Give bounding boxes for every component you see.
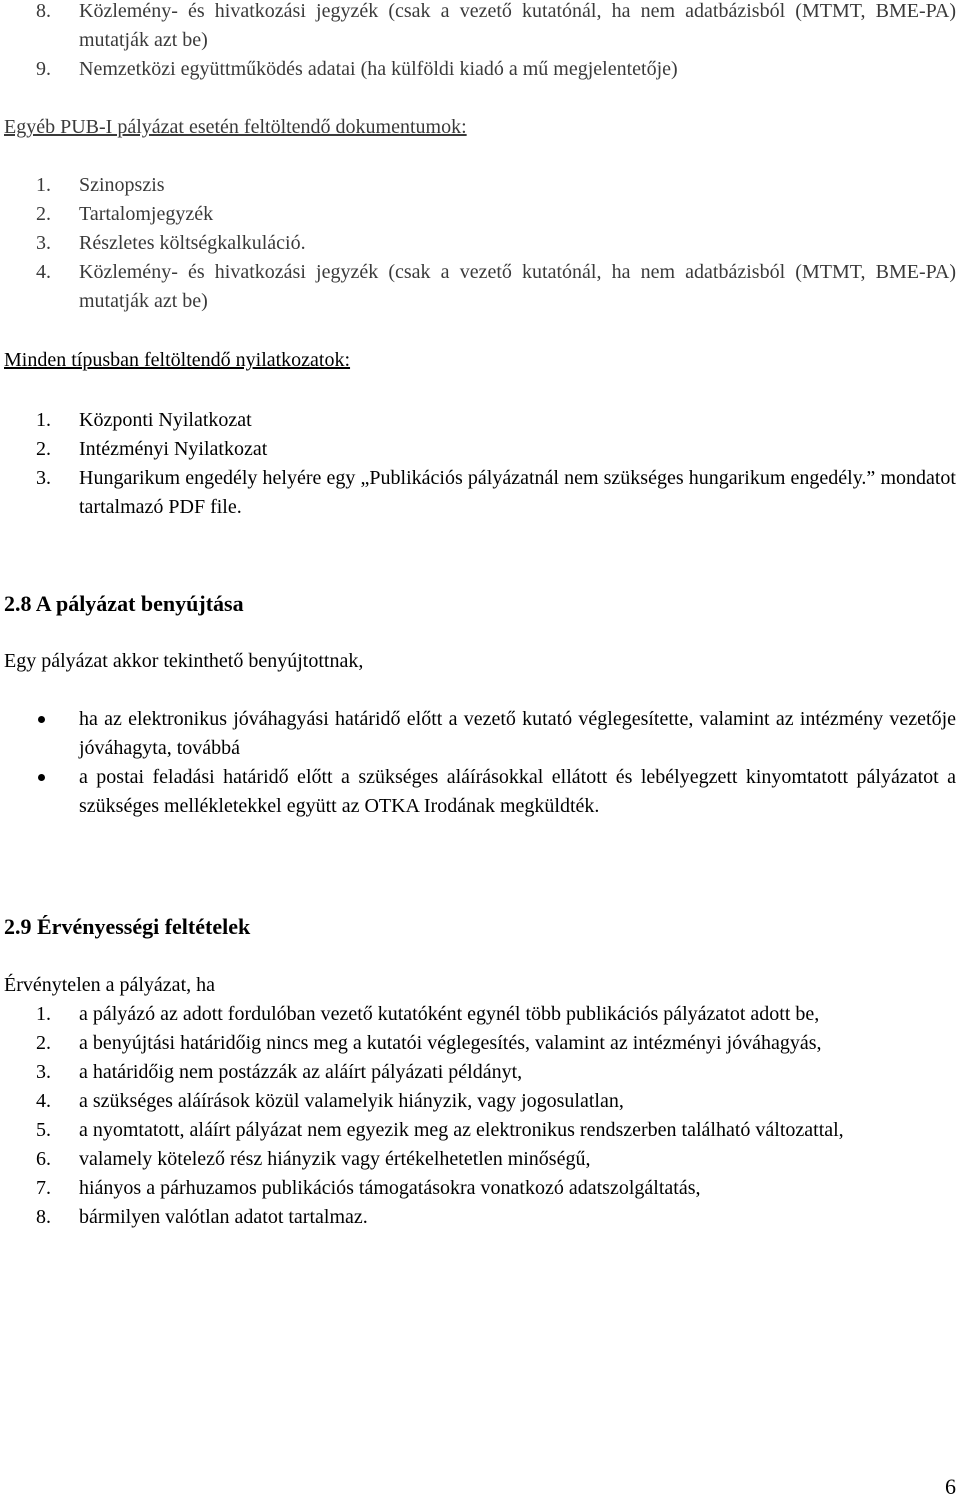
bullet-item: ha az elektronikus jóváhagyási határidő előtt a vezető kutató véglegesítette, valamint az intézmény vezetője jóváhagyta, továbbá xyxy=(0,705,956,763)
list-item: 4. a szükséges aláírások közül valamelyik hiányzik, vagy jogosulatlan, xyxy=(36,1090,624,1112)
list-item: 2. a benyújtási határidőig nincs meg a kutatói véglegesítés, valamint az intézményi jóváhagyás, xyxy=(36,1032,822,1054)
list-item: 9. Nemzetközi együttműködés adatai (ha külföldi kiadó a mű megjelentetője) xyxy=(36,58,678,80)
list-item: 1. a pályázó az adott fordulóban vezető kutatóként egynél több publikációs pályázatot adott be, xyxy=(36,1003,820,1025)
section-2-9-list xyxy=(0,1000,956,1232)
section-2-8-intro: Egy pályázat akkor tekinthető benyújtottnak, xyxy=(4,650,364,672)
list-item: 8. Közlemény- és hivatkozási jegyzék (csak a vezető kutatónál, ha nem adatbázisból (MTMT, BME-PA) mutatják azt be) xyxy=(36,0,956,51)
section-2-8-bullets xyxy=(0,705,956,821)
bullet-item: a postai feladási határidő előtt a szükséges aláírásokkal ellátott és lebélyegzett kinyomtatott pályázatot a szükséges mellékletekkel együtt az OTKA Irodának megküldték. xyxy=(0,763,956,821)
list-item: 5. a nyomtatott, aláírt pályázat nem egyezik meg az elektronikus rendszerben található változattal, xyxy=(36,1119,844,1141)
list-item: 8. bármilyen valótlan adatot tartalmaz. xyxy=(36,1206,368,1228)
list-item: 2. Intézményi Nyilatkozat xyxy=(36,438,268,460)
pub-i-list xyxy=(0,171,956,316)
list-item: 1. Központi Nyilatkozat xyxy=(36,409,252,431)
bullet-icon xyxy=(38,774,45,781)
list-item: 1. Szinopszis xyxy=(36,174,165,196)
list-item: 3. Hungarikum engedély helyére egy „Publikációs pályázatnál nem szükséges hungarikum engedély.” mondatot tartalmazó PDF file. xyxy=(36,467,956,518)
declarations-heading: Minden típusban feltöltendő nyilatkozatok: xyxy=(4,349,351,371)
section-2-9-title: 2.9 Érvényességi feltételek xyxy=(4,914,251,939)
list-item: 3. a határidőig nem postázzák az aláírt pályázati példányt, xyxy=(36,1061,523,1083)
list-item: 2. Tartalomjegyzék xyxy=(36,203,214,225)
pub-i-heading: Egyéb PUB-I pályázat esetén feltöltendő dokumentumok: xyxy=(4,116,467,138)
page-number: 6 xyxy=(945,1474,956,1499)
list-top xyxy=(0,0,956,84)
list-item: 4. Közlemény- és hivatkozási jegyzék (csak a vezető kutatónál, ha nem adatbázisból (MTMT, BME-PA) mutatják azt be) xyxy=(36,261,956,312)
list-item: 3. Részletes költségkalkuláció. xyxy=(36,232,306,254)
section-2-8-title: 2.8 A pályázat benyújtása xyxy=(4,591,244,616)
section-2-9-intro: Érvénytelen a pályázat, ha xyxy=(4,974,215,996)
list-item: 7. hiányos a párhuzamos publikációs támogatásokra vonatkozó adatszolgáltatás, xyxy=(36,1177,701,1199)
declarations-list xyxy=(0,406,956,522)
list-item: 6. valamely kötelező rész hiányzik vagy értékelhetetlen minőségű, xyxy=(36,1148,591,1170)
bullet-icon xyxy=(38,716,45,723)
